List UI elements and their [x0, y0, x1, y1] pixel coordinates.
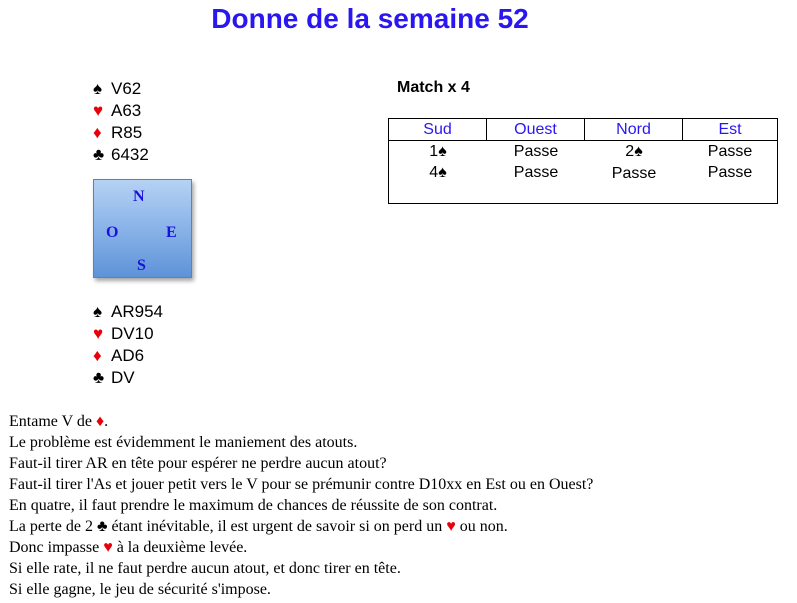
page-title: Donne de la semaine 52 [211, 3, 529, 34]
club-icon: ♣ [93, 145, 105, 164]
bid-cell: 4♠ [429, 164, 447, 181]
north-clubs: 6432 [111, 145, 149, 164]
north-hearts: A63 [111, 101, 142, 120]
header-est: Est [718, 121, 742, 138]
heart-icon: ♥ [446, 518, 456, 535]
south-hearts-row [93, 323, 163, 345]
north-hand [93, 78, 149, 166]
heart-icon: ♥ [93, 101, 104, 120]
text-line: Si elle gagne, le jeu de sécurité s'impose. [9, 581, 271, 598]
text-line: Le problème est évidemment le maniement des atouts. [9, 434, 358, 451]
north-hearts-row [93, 100, 149, 122]
bid-cell: Passe [707, 143, 753, 160]
compass-south: S [137, 257, 146, 274]
bidding-row [389, 162, 777, 183]
bid-cell: Passe [707, 164, 753, 181]
club-icon: ♣ [93, 368, 105, 387]
south-spades-row [93, 301, 163, 323]
north-spades: V62 [111, 79, 142, 98]
text-line: La perte de 2 ♣ étant inévitable, il est urgent de savoir si on perd un ♥ ou non. [9, 518, 508, 535]
bid-cell: Passe [611, 165, 657, 182]
bid-cell: Passe [513, 143, 559, 160]
compass-west: O [106, 224, 119, 241]
north-clubs-row [93, 144, 149, 166]
south-spades: AR954 [111, 302, 163, 321]
diamond-icon: ♦ [95, 413, 105, 430]
text-line: En quatre, il faut prendre le maximum de chances de réussite de son contrat. [9, 497, 498, 514]
text-line: Donc impasse ♥ à la deuxième levée. [9, 539, 248, 556]
bid-cell: Passe [513, 164, 559, 181]
bidding-header [389, 119, 777, 141]
match-label: Match x 4 [397, 79, 470, 96]
north-diamonds: R85 [111, 123, 143, 142]
compass-east: E [166, 224, 177, 241]
diamond-icon: ♦ [93, 346, 102, 365]
compass-box [93, 179, 192, 278]
text-line: Faut-il tirer l'As et jouer petit vers le V pour se prémunir contre D10xx en Est ou en Ouest? [9, 476, 594, 493]
south-hand [93, 301, 163, 389]
text-line: Entame V de ♦. [9, 413, 109, 430]
south-diamonds: AD6 [111, 346, 145, 365]
text-line: Faut-il tirer AR en tête pour espérer ne perdre aucun atout? [9, 455, 387, 472]
header-nord: Nord [585, 119, 683, 140]
heart-icon: ♥ [93, 324, 104, 343]
text-line: Si elle rate, il ne faut perdre aucun atout, et donc tirer en tête. [9, 560, 401, 577]
club-icon: ♣ [96, 518, 108, 535]
south-clubs: DV [111, 368, 135, 387]
commentary [9, 411, 593, 600]
header-ouest: Ouest [487, 119, 585, 140]
spade-icon: ♠ [93, 302, 103, 321]
north-spades-row [93, 78, 149, 100]
diamond-icon: ♦ [93, 123, 102, 142]
south-hearts: DV10 [111, 324, 154, 343]
south-clubs-row [93, 367, 163, 389]
spade-icon: ♠ [93, 79, 103, 98]
north-diamonds-row [93, 122, 149, 144]
south-diamonds-row [93, 345, 163, 367]
compass-north: N [133, 188, 145, 205]
bid-cell: 2♠ [625, 143, 643, 160]
bid-cell: 1♠ [429, 143, 447, 160]
bidding-table [388, 118, 778, 204]
bidding-row [389, 141, 777, 162]
heart-icon: ♥ [103, 539, 113, 556]
header-sud: Sud [389, 119, 487, 140]
